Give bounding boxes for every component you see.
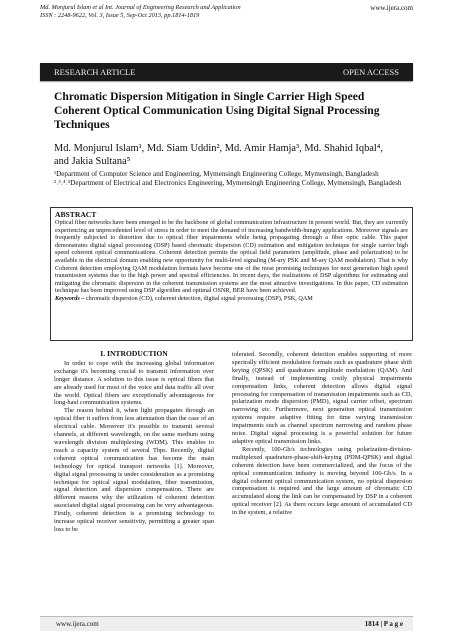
open-access-label: OPEN ACCESS [343, 67, 399, 77]
intro-paragraph-2: The reason behind it, when light propagates through an optical fiber it suffers from less attenuation than the case of an electrical cable. Moreover it's possible to transmit several channels, at different wavelength, on the same medium using wavelength division multiplexing (WDM). This enables to reach a capacity system of several Tbps. Recently, digital coherent optical communication has become the main technology for optical transport networks [1]. Moreover, digital signal processing is under consideration as a promising technique for optical signal modulation, fiber transmission, signal detection and dispersion compensation. There are different reasons why the utilization of coherent detection associated digital signal processing can be very advantageous. Firstly, coherent detection is a promising technology to increase optical receiver sensitivity, permitting a greater span loss to be [54, 407, 214, 533]
header-website-link[interactable]: www.ijera.com [370, 4, 413, 12]
affiliation-2: ²˒³˒⁴˒⁵Department of Electrical and Electronics Engineering, Mymensingh Engineering College, Mymensingh, Bangladesh [54, 178, 402, 187]
abstract-text: Optical fiber networks have been emerged to be the backbone of global communication infrastructure in present world. But, they are currently experiencing an unprecedented level of stress in order to meet the demand of increasing bandwidth-hungry applications. Moreover signals are frequently subjected to distortion due to optical fiber impairments while being propagating through a fiber optic cable. This paper demonstrates digital signal processing (DSP) based chromatic dispersion (CD) estimation and mitigation technique for single carrier high speed coherent optical communications. Coherent detection permits the optical field parameters (amplitude, phase and polarization) to be available in the electrical domain enabling new opportunity for multi-level signaling (M-ary PSK and M-ary QAM modulation). That is why Coherent detection employing QAM modulation formats have become one of the most promising techniques for next generation high speed transmission systems due to the high power and spectral efficiencies. In recent days, the realizations of DSP algorithms for estimating and mitigating the chromatic dispersion in the coherent transmission systems are the most attractive investigations. In this paper, CD estimation technique has been improved using DSP algorithm and optimal OSNR, BER have been achieved. [55, 219, 408, 295]
authors-line-2: and Jakia Sultana⁵ [54, 156, 131, 167]
research-article-label: RESEARCH ARTICLE [54, 67, 136, 77]
authors-line-1: Md. Monjurul Islam¹, Md. Siam Uddin², Md. Amir Hamja³, Md. Shahid Iqbal⁴, [54, 143, 384, 154]
abstract-box [50, 207, 413, 341]
keywords-label: Keywords – [55, 294, 85, 302]
left-column [54, 350, 214, 534]
keywords [55, 295, 408, 303]
author-list [54, 142, 413, 168]
intro-paragraph-1: In order to cope with the increasing global information exchange it's becoming crucial to transmit information over longer distance. A solution to this issue is optical fibers that are already used for most of the voice and data traffic all over the world. Optical fibers are exceptionally advantageous for long-haul communication systems. [54, 359, 214, 407]
paper-title: Chromatic Dispersion Mitigation in Single Carrier High Speed Coherent Optical Communication Using Digital Signal Processing Techniques [54, 90, 380, 131]
citation-line-1: Md. Monjurul Islam et al Int. Journal of Engineering Research and Application [40, 4, 241, 11]
page-header [40, 4, 413, 20]
keywords-text: chromatic dispersion (CD), coherent detection, digital signal processing (DSP), PSK, QAM [84, 294, 313, 302]
intro-paragraph-3: tolerated. Secondly, coherent detection enables supporting of more spectrally efficient modulation formats such as quadrature phase shift keying (QPSK) and quadrature amplitude modulation (QAM). And finally, instead of implementing costly physical impairments compensation links, coherent detection allows digital signal processing for compensation of transmission impairments such as CD, polarization mode dispersion (PMD), signal carrier offset, spectrum narrowing etc. Furthermore, next generation optical transmission systems require adaptive fitting for time varying transmission impairments such as channel spectrum narrowing and random phase noise. Digital signal processing is a powerful solution for future adaptive optical transmission links. [232, 351, 412, 445]
introduction-heading: I. INTRODUCTION [100, 349, 168, 358]
page-number: 1814 | P a g e [364, 620, 403, 628]
page-footer [40, 616, 413, 631]
intro-paragraph-4: Recently, 100-Gb/s technologies using polarization-division-multiplexed quadrature-phase-shift-keying (PDM-QPSK) and digital coherent detection have been commercialized, and the focus of the optical communication industry is moving beyond 100-Gb/s. In a digital coherent optical communication system, no optical dispersion compensation is required and the large amount of chromatic CD accumulated along the link can be compensated by DSP in a coherent optical receiver [2]. As there occurs large amount of accumulated CD in the system, a relative [232, 445, 412, 517]
abstract-heading: ABSTRACT [55, 210, 97, 219]
right-column [232, 351, 412, 517]
affiliations [54, 170, 413, 187]
article-type-banner [40, 63, 413, 81]
footer-website-link[interactable]: www.ijera.com [56, 620, 99, 628]
affiliation-1: ¹Department of Computer Science and Engineering, Mymensingh Engineering College, Mymensingh, Bangladesh [54, 170, 379, 178]
citation-line-2: ISSN : 2248-9622, Vol. 3, Issue 5, Sep-Oct 2013, pp.1814-1819 [40, 12, 200, 19]
